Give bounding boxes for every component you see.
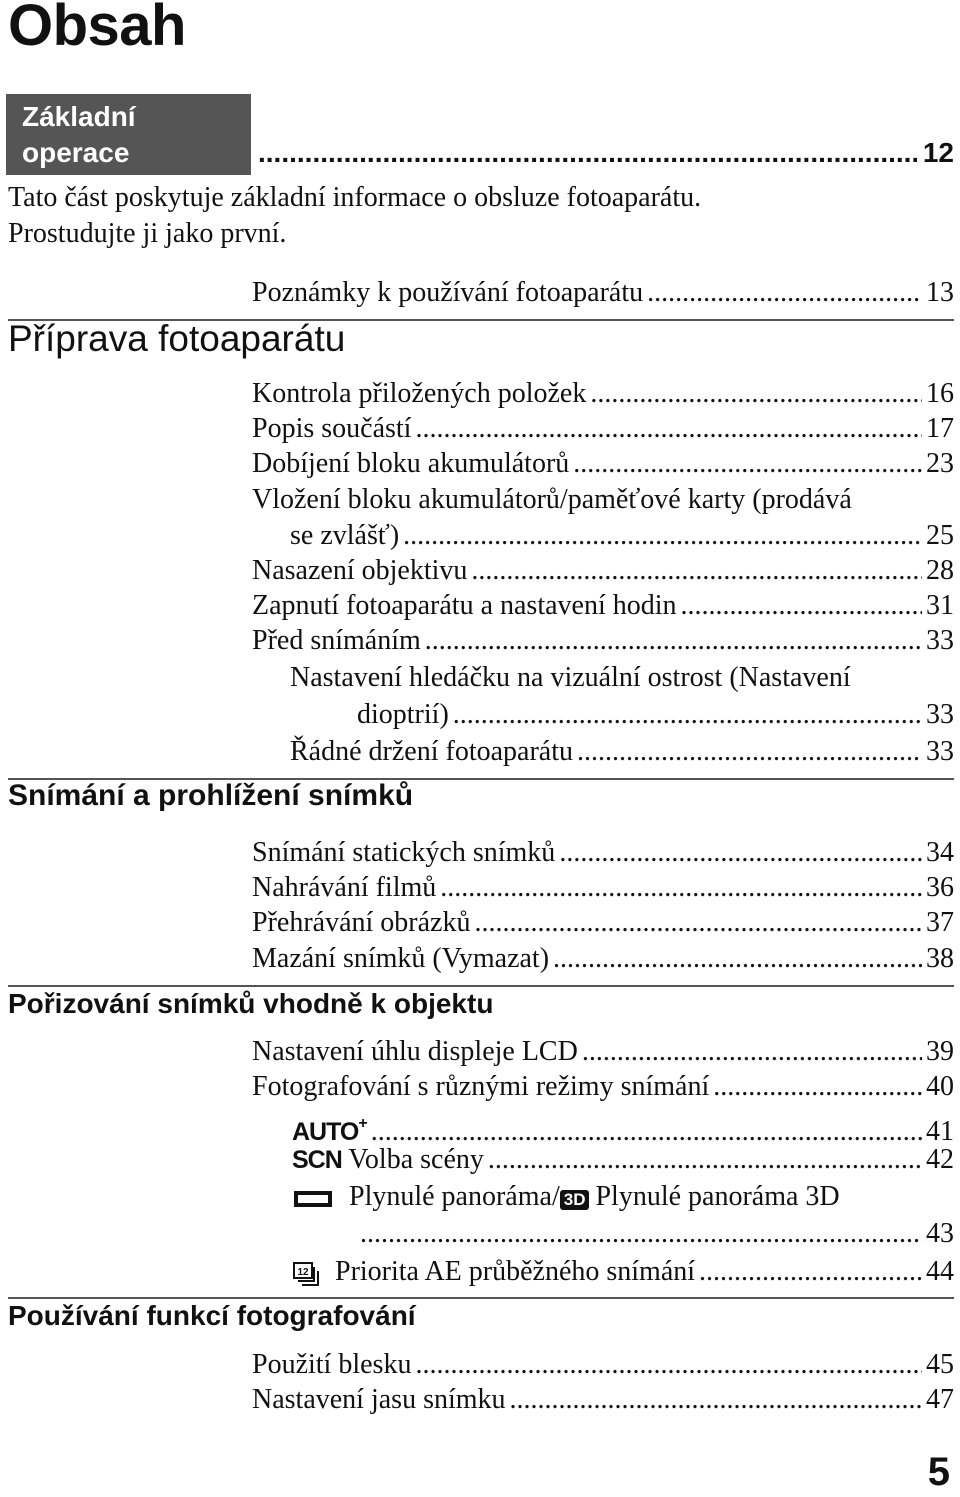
toc-entry-label[interactable]: Plynulé panoráma/ 3D Plynulé panoráma 3D (292, 1179, 840, 1214)
toc-entry[interactable] (292, 1254, 954, 1289)
leader-dots (474, 905, 922, 940)
auto-plus-icon: AUTO+ (292, 1115, 367, 1146)
toc-entry-label: 12 Priorita AE průběžného snímání (292, 1254, 699, 1289)
toc-entry-page: 37 (926, 907, 954, 938)
toc-entry-label: Přehrávání obrázků (252, 907, 471, 938)
intro-line-2: Prostudujte ji jako první. (8, 218, 287, 249)
toc-entry-label: Zapnutí fotoaparátu a nastavení hodin (252, 590, 677, 621)
toc-entry-page: 31 (926, 590, 954, 621)
basic-operations-leader (258, 136, 954, 170)
leader-dots (471, 553, 922, 588)
leader-dots (453, 697, 922, 732)
section-title-functions: Používání funkcí fotografování (8, 1300, 416, 1331)
toc-entry-label: Nahrávání filmů (252, 872, 437, 903)
page-number: 5 (927, 1450, 950, 1494)
toc-entry-label: Nastavení jasu snímku (252, 1384, 506, 1415)
toc-entry-label: Mazání snímků (Vymazat) (252, 943, 550, 974)
toc-entry-label: Poznámky k používání fotoaparátu (252, 277, 644, 308)
toc-entry-label: Před snímáním (252, 625, 421, 656)
toc-entry-label: Řádné držení fotoaparátu (290, 736, 573, 767)
leader-dots (573, 446, 922, 481)
toc-entry-page: 17 (926, 413, 954, 444)
basic-operations-page: 12 (922, 137, 954, 168)
leader-dots (699, 1254, 922, 1289)
basic-operations-badge[interactable] (6, 94, 251, 175)
toc-entry-page: 13 (926, 277, 954, 308)
leader-dots (577, 734, 922, 769)
toc-entry[interactable] (252, 553, 954, 588)
toc-entry-page: 43 (926, 1218, 954, 1249)
badge-line-2: operace (22, 137, 130, 168)
section-divider (8, 1297, 954, 1299)
section-title-subject: Pořizování snímků vhodně k objektu (8, 988, 494, 1019)
leader-dots (553, 941, 922, 976)
toc-entry[interactable] (252, 870, 954, 905)
toc-entry-page: 40 (926, 1071, 954, 1102)
toc-entry-label: se zvlášť) (290, 520, 400, 551)
toc-entry[interactable] (252, 411, 954, 446)
toc-entry[interactable] (252, 1347, 954, 1382)
leader-dots (415, 1347, 922, 1382)
toc-entry[interactable] (290, 734, 954, 769)
toc-entry-page: 38 (926, 943, 954, 974)
toc-entry-page: 45 (926, 1349, 954, 1380)
toc-entry[interactable] (252, 1034, 954, 1069)
leader-dots (488, 1142, 922, 1177)
basic-operations-intro (8, 180, 908, 252)
toc-entry-page: 33 (926, 736, 954, 767)
toc-entry[interactable] (252, 376, 954, 411)
toc-entry-label: Fotografování s různými režimy snímání (252, 1071, 710, 1102)
toc-entry[interactable] (252, 941, 954, 976)
toc-entry-label: Dobíjení bloku akumulátorů (252, 448, 570, 479)
section-divider (8, 985, 954, 987)
toc-entry[interactable] (252, 623, 954, 658)
toc-entry[interactable] (292, 1142, 954, 1178)
leader-dots (258, 136, 917, 170)
svg-text:12: 12 (297, 1266, 309, 1278)
toc-entry-page: 36 (926, 872, 954, 903)
section-title-shooting: Snímání a prohlížení snímků (8, 779, 414, 812)
toc-entry[interactable] (252, 275, 954, 310)
toc-entry-page: 23 (926, 448, 954, 479)
leader-dots (403, 518, 922, 553)
toc-entry-label: Popis součástí (252, 413, 412, 444)
toc-entry-page: 47 (926, 1384, 954, 1415)
leader-dots (713, 1069, 922, 1104)
toc-entry[interactable] (290, 518, 954, 553)
toc-entry-page: 25 (926, 520, 954, 551)
toc-entry-label: Kontrola přiložených položek (252, 378, 587, 409)
toc-entry[interactable] (360, 1216, 954, 1251)
toc-entry-label[interactable]: Vložení bloku akumulátorů/paměťové karty (prodává (252, 484, 852, 515)
leader-dots (510, 1382, 922, 1417)
leader-dots (590, 376, 922, 411)
toc-entry-page: 33 (926, 625, 954, 656)
leader-dots (415, 411, 922, 446)
burst-ae-icon (292, 1261, 322, 1287)
toc-entry[interactable] (252, 446, 954, 481)
toc-entry-label: Snímání statických snímků (252, 837, 556, 868)
toc-entry-page: 33 (926, 699, 954, 730)
toc-entry[interactable] (252, 1382, 954, 1417)
toc-entry[interactable] (252, 1069, 954, 1104)
toc-entry-label: Nastavení úhlu displeje LCD (252, 1036, 578, 1067)
badge-line-1: Základní (22, 101, 136, 132)
toc-entry[interactable] (252, 835, 954, 870)
toc-entry-label: SCN Volba scény (292, 1142, 488, 1178)
leader-dots (360, 1216, 922, 1251)
toc-entry-page: 28 (926, 555, 954, 586)
leader-dots (559, 835, 922, 870)
section-title-preparation: Příprava fotoaparátu (8, 318, 346, 359)
toc-entry-page: 16 (926, 378, 954, 409)
toc-entry-label: Použití blesku (252, 1349, 412, 1380)
leader-dots (647, 275, 922, 310)
leader-dots (681, 588, 922, 623)
toc-entry[interactable] (252, 588, 954, 623)
toc-entry-page: 42 (926, 1144, 954, 1175)
toc-entry-page: 39 (926, 1036, 954, 1067)
panorama-icon (292, 1188, 334, 1210)
toc-entry-page: 41 (926, 1116, 954, 1147)
scn-icon: SCN (292, 1146, 342, 1174)
leader-dots (425, 623, 922, 658)
toc-entry-label: dioptrií) (357, 699, 449, 730)
toc-entry-page: 44 (926, 1256, 954, 1287)
page-title: Obsah (8, 0, 186, 58)
3d-panorama-icon: 3D (560, 1190, 590, 1210)
toc-entry-label: Nasazení objektivu (252, 555, 468, 586)
leader-dots (582, 1034, 922, 1069)
toc-entry[interactable] (252, 905, 954, 940)
leader-dots (440, 870, 922, 905)
toc-entry-label[interactable]: Nastavení hledáčku na vizuální ostrost (Nastavení (290, 662, 851, 693)
toc-entry-page: 34 (926, 837, 954, 868)
toc-entry[interactable] (357, 697, 954, 732)
intro-line-1: Tato část poskytuje základní informace o obsluze fotoaparátu. (8, 182, 702, 213)
